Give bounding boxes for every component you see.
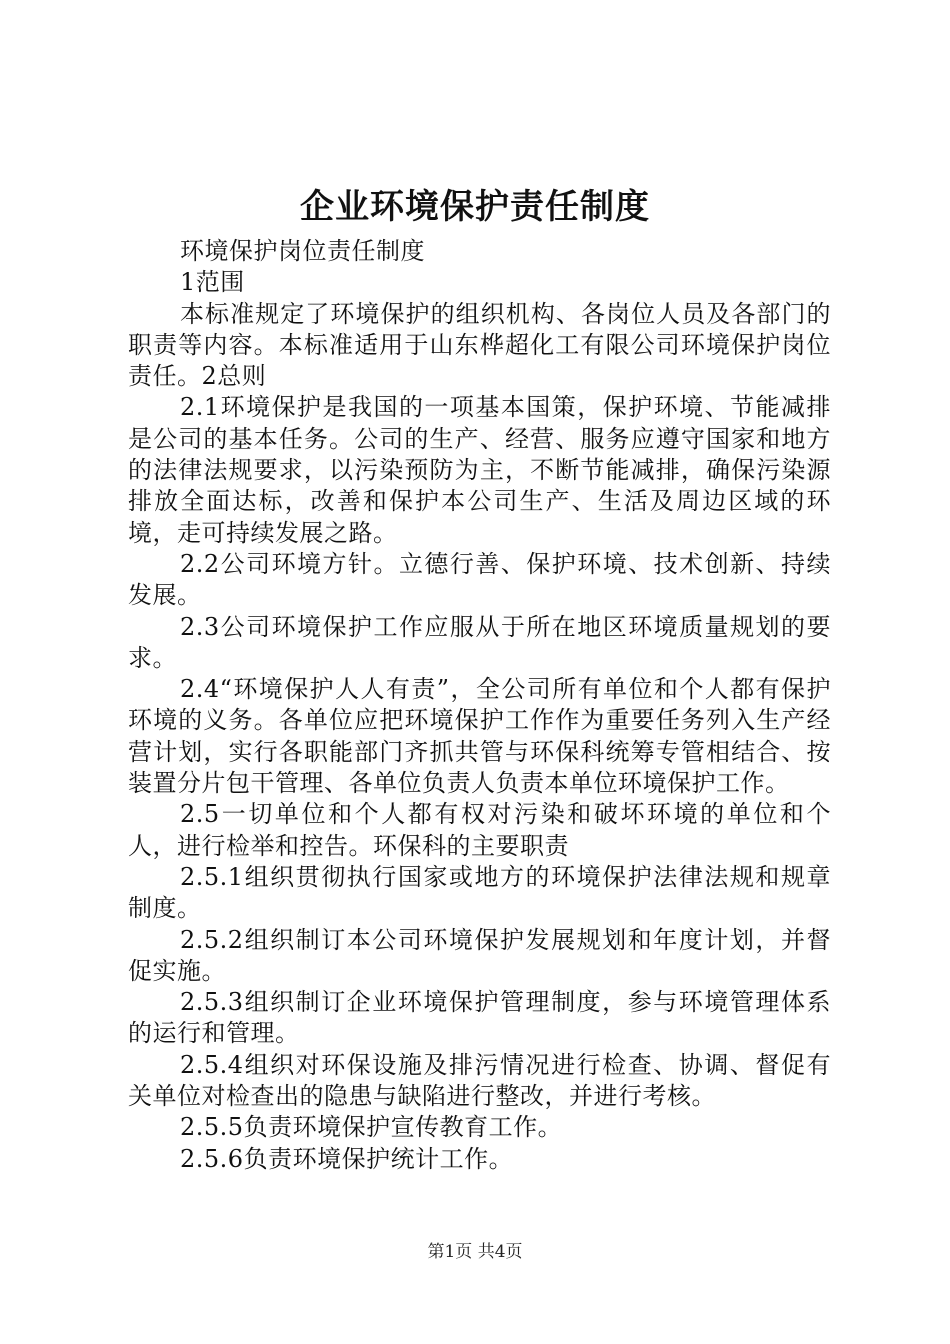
page-number: 第1页 共4页 xyxy=(427,1242,523,1262)
document-body xyxy=(128,236,831,1175)
paragraph: 2.1环境保护是我国的一项基本国策，保护环境、节能减排是公司的基本任务。公司的生产、经营、服务应遵守国家和地方的法律法规要求，以污染预防为主，不断节能减排，确保污染源排放全面达标，改善和保护本公司生产、生活及周边区域的环境，走可持续发展之路。 xyxy=(128,393,831,547)
paragraph: 本标准规定了环境保护的组织机构、各岗位人员及各部门的职责等内容。本标准适用于山东桦超化工有限公司环境保护岗位责任。2总则 xyxy=(128,299,831,391)
paragraph: 2.4“环境保护人人有责”，全公司所有单位和个人都有保护环境的义务。各单位应把环境保护工作作为重要任务列入生产经营计划，实行各职能部门齐抓共管与环保科统筹专管相结合、按装置分片包干管理、各单位负责人负责本单位环境保护工作。 xyxy=(128,675,831,798)
paragraph: 2.5.5负责环境保护宣传教育工作。 xyxy=(180,1113,563,1142)
document-title: 企业环境保护责任制度 xyxy=(300,187,650,227)
paragraph: 2.2公司环境方针。立德行善、保护环境、技术创新、持续发展。 xyxy=(128,549,831,610)
paragraph: 1范围 xyxy=(180,268,245,297)
paragraph: 2.5.3组织制订企业环境保护管理制度，参与环境管理体系的运行和管理。 xyxy=(128,988,831,1048)
paragraph: 2.5一切单位和个人都有权对污染和破坏环境的单位和个人，进行检举和控告。环保科的主要职责 xyxy=(128,800,831,860)
paragraph: 2.5.4组织对环保设施及排污情况进行检查、协调、督促有关单位对检查出的隐患与缺陷进行整改，并进行考核。 xyxy=(128,1050,831,1111)
paragraph: 2.5.6负责环境保护统计工作。 xyxy=(180,1144,514,1173)
paragraph: 2.5.2组织制订本公司环境保护发展规划和年度计划，并督促实施。 xyxy=(128,925,831,985)
paragraph: 环境保护岗位责任制度 xyxy=(180,237,425,265)
paragraph: 2.5.1组织贯彻执行国家或地方的环境保护法律法规和规章制度。 xyxy=(128,862,831,923)
paragraph: 2.3公司环境保护工作应服从于所在地区环境质量规划的要求。 xyxy=(128,612,831,672)
